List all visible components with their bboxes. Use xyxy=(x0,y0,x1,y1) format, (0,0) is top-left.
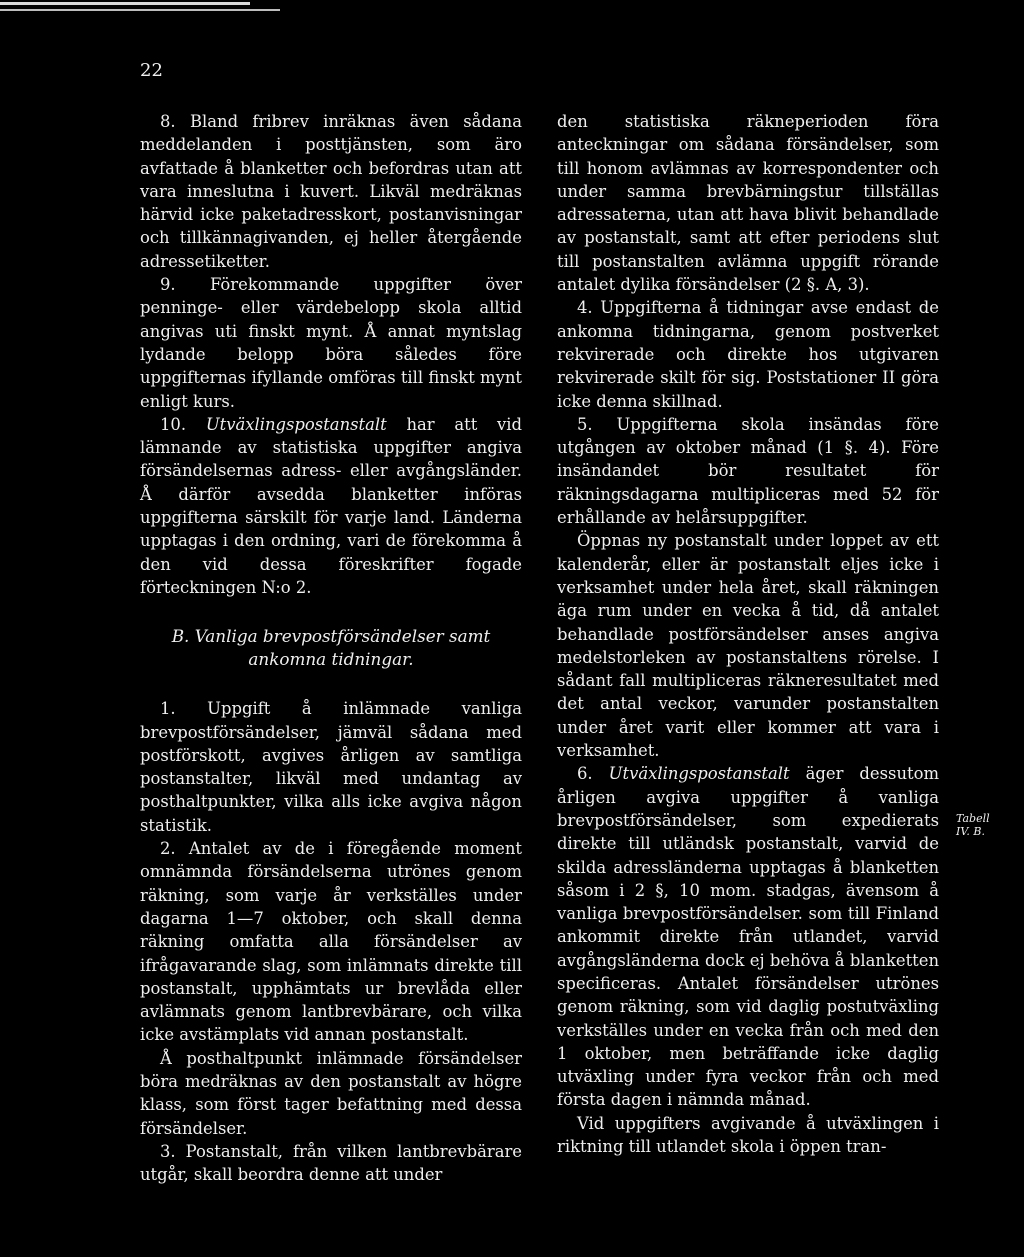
paragraph-b6 xyxy=(557,762,939,1111)
paragraph-b6-text: äger dessutom årligen avgiva uppgifter å vanliga brevpostförsändelser, som expedierats direkte till utländsk postanstalt, varvid de skilda adressländerna upptagas å blanketten såsom i 2 §, 10 mom. stadgas, ävensom å vanliga brevpostförsändelser. som till Finland ankommit direkte från utlandet, varvid avgångsländerna dock ej behöva å blanketten specificeras. Antalet försändelser utrönes genom räkning, som vid daglig postutväxling verkställes under en vecka från och med den 1 oktober, men beträffande icke daglig utväxling under fyra veckor från och med första dagen i nämnda månad. xyxy=(557,764,939,1110)
margin-note-line1: Tabell xyxy=(956,812,990,825)
paragraph-b6-term: Utväxlingspostanstalt xyxy=(608,764,790,784)
paragraph-8: 8. Bland fribrev inräknas även sådana meddelanden i posttjänsten, som äro avfattade å blanketter och befordras utan att vara inneslutna i kuvert. Likväl medräknas härvid icke paketadresskort, postanvisningar och tillkännagivanden, ej heller återgående adressetiketter. xyxy=(140,112,522,271)
paragraph-b2: 2. Antalet av de i föregående moment omnämnda försändelserna utrönes genom räkning, som varje år verkställes under dagarna 1—7 oktober, och skall denna räkning omfatta alla försändelser av ifrågavarande slag, som inlämnats direkte till postanstalt, upphämtats ur brevlåda eller avlämnats genom lantbrevbärare, och vilka icke avstämplats vid annan postanstalt. xyxy=(140,839,522,1045)
right-column xyxy=(557,110,939,1158)
paragraph-b2-second: Å posthaltpunkt inlämnade försändelser böra medräknas av den postanstalt av högre klass, som först tager befattning med dessa försändelser. xyxy=(140,1048,522,1138)
paragraph-b1: 1. Uppgift å inlämnade vanliga brevpostförsändelser, jämväl sådana med postförskott, avgives årligen av samtliga postanstalter, likväl med undantag av posthaltpunkter, vilka alls icke avgiva någon statistik. xyxy=(140,699,522,835)
paragraph-9: 9. Förekommande uppgifter över penninge- eller värdebelopp skola alltid angivas uti finskt mynt. Å annat myntslag lydande belopp böra således före uppgifternas ifyllande omföras till finskt mynt enligt kurs. xyxy=(140,275,522,411)
margin-note xyxy=(956,812,1016,838)
paragraph-10-text: har att vid lämnande av statistiska uppgifter angiva försändelsernas adress- eller avgångsländer. Å därför avsedda blanketter införas uppgifterna särskilt för varje land. Länderna upptagas i den ordning, vari de förekomma å den vid dessa föreskrifter fogade förteckningen N:o 2. xyxy=(140,414,522,597)
paragraph-b3: 3. Postanstalt, från vilken lantbrevbärare utgår, skall beordra denne att under xyxy=(140,1141,522,1185)
top-rule-thin xyxy=(0,9,280,11)
paragraph-b5-second: Öppnas ny postanstalt under loppet av ett kalenderår, eller är postanstalt eljes icke i verksamhet under hela året, skall räkningen äga rum under en vecka å tid, då antalet behandlade postförsändelser anses angiva medelstorleken av postanstaltens rörelse. I sådant fall multipliceras räkneresultatet med det antal veckor, varunder postanstalten under året varit eller kommer att vara i verksamhet. xyxy=(557,531,939,761)
paragraph-b3-continued: den statistiska räkneperioden föra anteckningar om sådana försändelser, som till honom avlämnas av korrespondenter och under samma brevbärningstur tillställas adressaterna, utan att hava blivit behandlade av postanstalt, samt att efter periodens slut till postanstalten avlämna uppgift rörande antalet dylika försändelser (2 §. A, 3). xyxy=(557,112,939,295)
paragraph-10 xyxy=(140,413,522,599)
page-number: 22 xyxy=(140,60,163,81)
section-heading-b: B. Vanliga brevpostförsändelser samt ankomna tidningar. xyxy=(171,626,491,670)
paragraph-b6-second: Vid uppgifters avgivande å utväxlingen i riktning till utlandet skola i öppen tran- xyxy=(557,1113,939,1157)
paragraph-b6-number: 6. xyxy=(577,764,593,784)
paragraph-b5: 5. Uppgifterna skola insändas före utgången av oktober månad (1 §. 4). Före insändandet bör resultatet för räkningsdagarna multipliceras med 52 för erhållande av helårsuppgifter. xyxy=(557,414,939,528)
margin-note-line2: IV. B. xyxy=(956,825,985,838)
top-rule xyxy=(0,0,280,14)
paragraph-b4: 4. Uppgifterna å tidningar avse endast de ankomna tidningarna, genom postverket rekvirerade och direkte hos utgivaren rekvirerade skilt för sig. Poststationer II göra icke denna skillnad. xyxy=(557,298,939,411)
top-rule-thick xyxy=(0,2,250,5)
left-column xyxy=(140,110,522,1186)
paragraph-10-term: Utväxlingspostanstalt xyxy=(205,414,387,434)
paragraph-10-number: 10. xyxy=(160,414,187,434)
